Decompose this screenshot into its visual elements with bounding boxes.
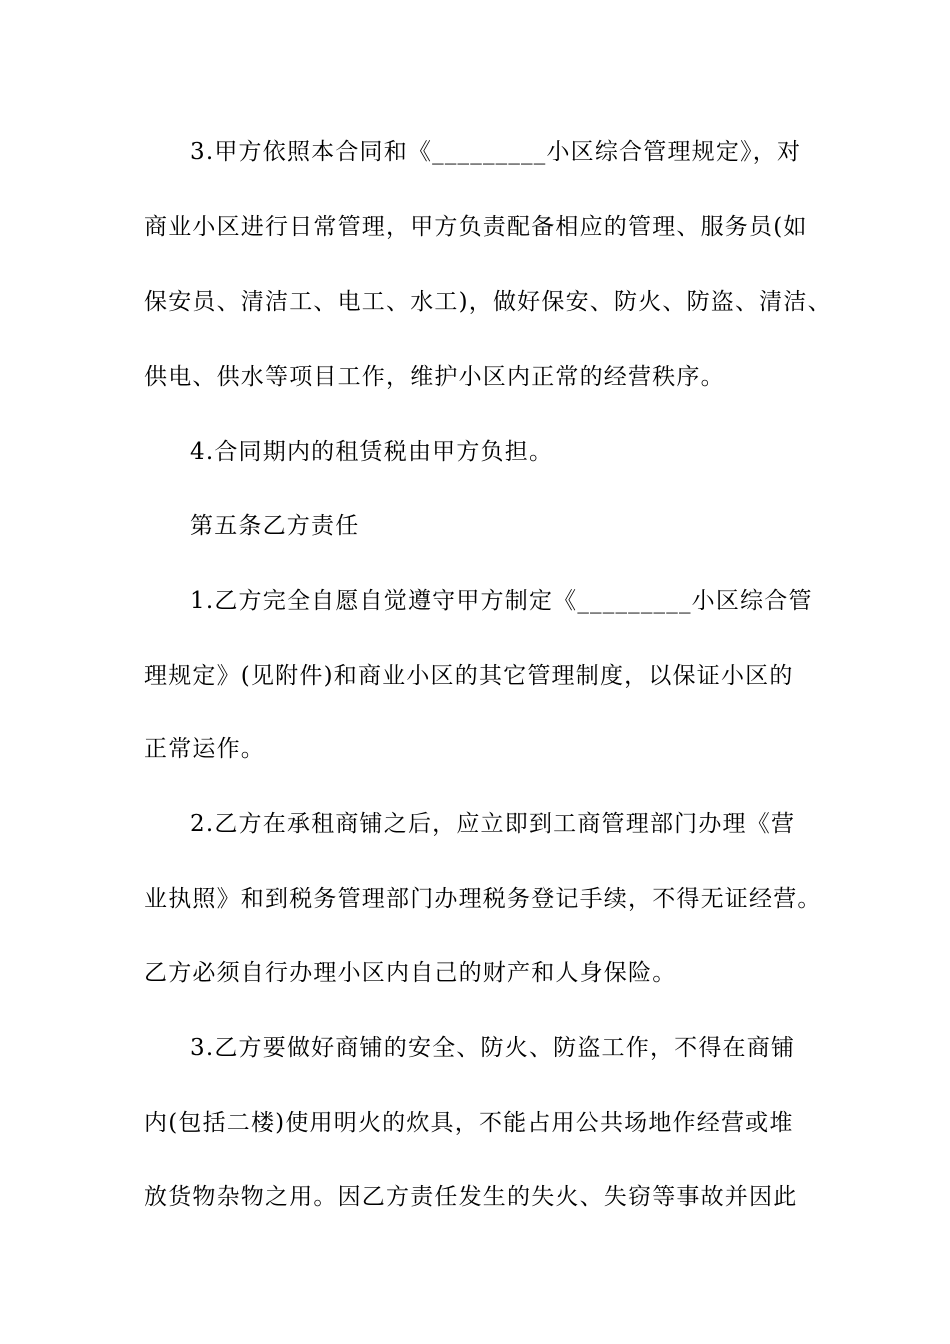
- tenant-clause-2-line-3: 乙方必须自行办理小区内自己的财产和人身保险。: [144, 960, 677, 986]
- clause-3-line-2: 商业小区进行日常管理，甲方负责配备相应的管理、服务员(如: [144, 214, 808, 240]
- tenant-clause-3-line-2: 内(包括二楼)使用明火的炊具，不能占用公共场地作经营或堆: [144, 1110, 794, 1136]
- tenant-clause-2-line-1: 2.乙方在承租商铺之后，应立即到工商管理部门办理《营: [190, 811, 796, 837]
- clause-4-line-1: 4.合同期内的租赁税由甲方负担。: [190, 439, 554, 465]
- tenant-clause-1-line-1: 1.乙方完全自愿自觉遵守甲方制定《_________小区综合管: [190, 588, 813, 614]
- tenant-clause-2-line-2: 业执照》和到税务管理部门办理税务登记手续，不得无证经营。: [144, 886, 822, 912]
- tenant-clause-3-line-1: 3.乙方要做好商铺的安全、防火、防盗工作，不得在商铺: [190, 1035, 796, 1061]
- section-heading: 第五条乙方责任: [190, 513, 360, 539]
- tenant-clause-1-line-3: 正常运作。: [144, 736, 265, 762]
- tenant-clause-3-line-3: 放货物杂物之用。因乙方责任发生的失火、失窃等事故并因此: [144, 1184, 798, 1210]
- tenant-clause-1-line-2: 理规定》(见附件)和商业小区的其它管理制度，以保证小区的: [144, 663, 794, 689]
- clause-3-line-4: 供电、供水等项目工作，维护小区内正常的经营秩序。: [144, 364, 725, 390]
- clause-3-line-3: 保安员、清洁工、电工、水工)，做好保安、防火、防盗、清洁、: [144, 289, 832, 315]
- clause-3-line-1: 3.甲方依照本合同和《_________小区综合管理规定》，对: [190, 139, 802, 165]
